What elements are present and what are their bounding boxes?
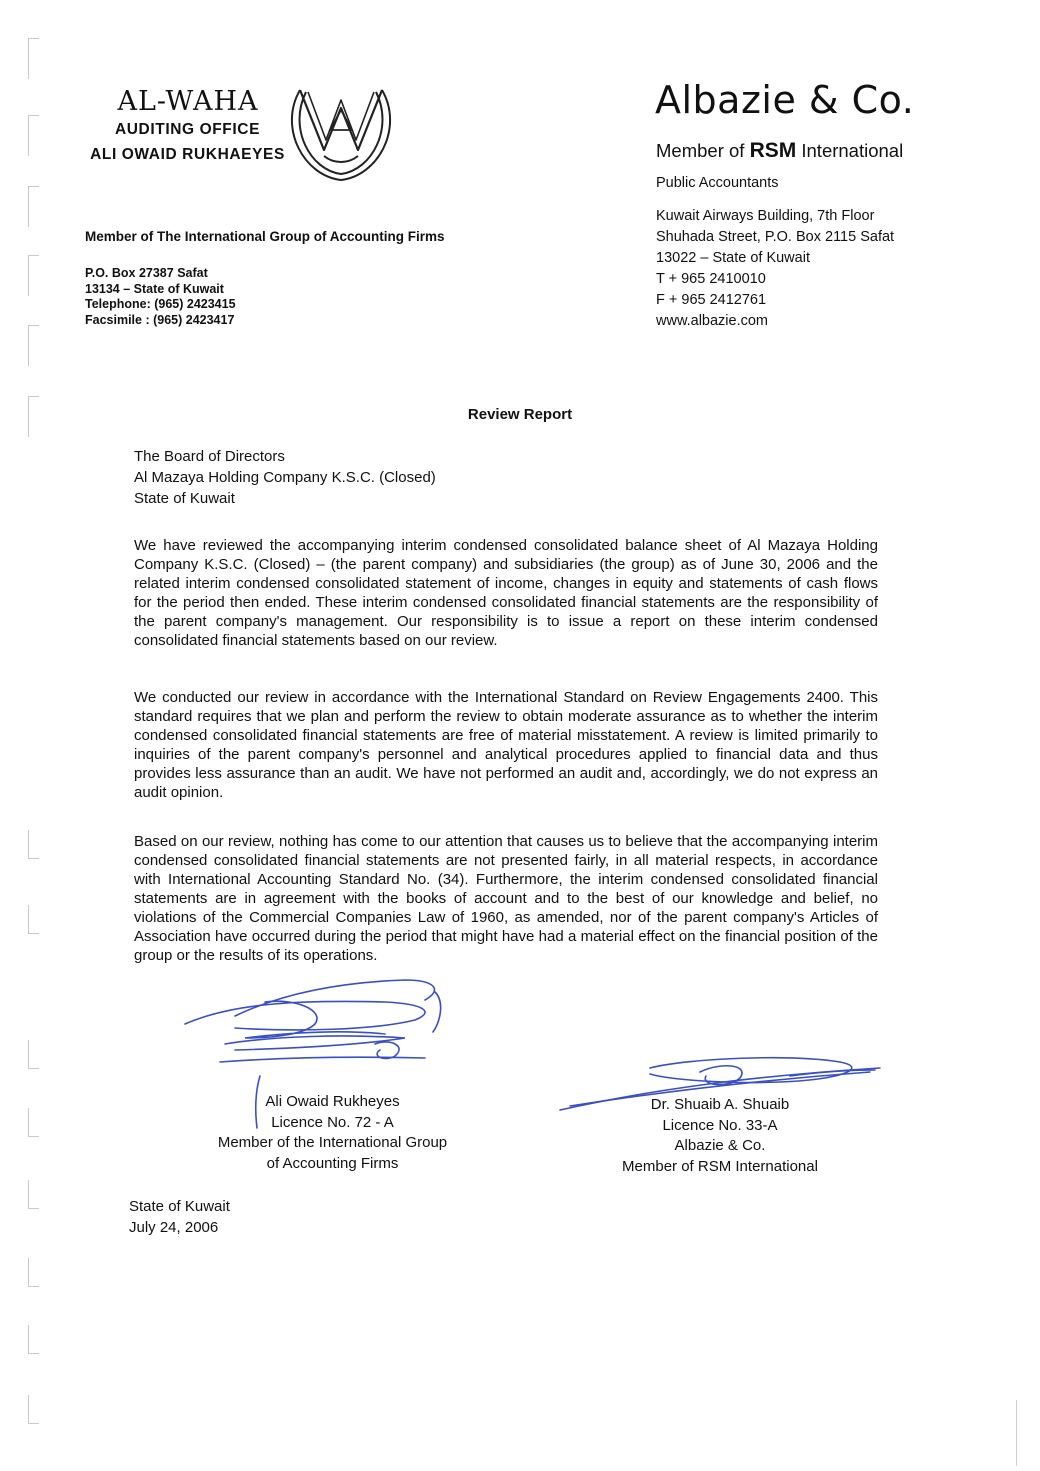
signatory-affiliation: Member of RSM International — [622, 1157, 818, 1175]
alwaha-name: AL-WAHA — [117, 86, 259, 117]
body-paragraph: We have reviewed the accompanying interim condensed consolidated balance sheet of Al Mazaya Holding Company K.S.C. (Closed) – (the parent company) and subsidiaries (the group) as of June 30, 2006 and the related interim condensed consolidated statement of income, changes in equity and statements of cash flows for the period then ended. These interim condensed consolidated financial statements are the responsibility of the parent company's management. Our responsibility is to issue a report on these interim condensed consolidated financial statements based on our review. — [134, 537, 878, 649]
address-line: 13134 – State of Kuwait — [85, 281, 224, 296]
signatory-name: Dr. Shuaib A. Shuaib — [650, 1096, 790, 1113]
binding-mark — [28, 1395, 39, 1424]
signatory-licence: Licence No. 33-A — [662, 1116, 778, 1134]
rsm-prefix: Member of — [656, 140, 745, 161]
addressee-block — [134, 446, 436, 509]
signatory-licence: Licence No. 72 - A — [271, 1113, 394, 1131]
rsm-logo-text: RSM — [749, 139, 797, 162]
website-line: www.albazie.com — [656, 313, 769, 329]
binding-mark — [28, 1180, 39, 1209]
albazie-tagline: Public Accountants — [656, 175, 779, 191]
phone-line: T + 965 2410010 — [656, 271, 766, 287]
binding-mark — [28, 905, 39, 934]
address-line: P.O. Box 27387 Safat — [85, 266, 208, 280]
binding-mark — [28, 325, 39, 366]
place: State of Kuwait — [129, 1198, 230, 1215]
phone-line: Telephone: (965) 2423415 — [85, 297, 236, 311]
addressee-line: The Board of Directors — [134, 448, 285, 465]
alwaha-logo-icon — [286, 78, 396, 188]
place-date-block — [129, 1196, 230, 1238]
signatory-affiliation: Albazie & Co. — [674, 1137, 766, 1154]
body-paragraph: We conducted our review in accordance with the International Standard on Review Engagements 2400. This standard requires that we plan and perform the review to obtain moderate assurance as to whether the interim condensed consolidated financial statements are free of material misstatement. A review is limited primarily to inquiries of the parent company's personnel and analytical procedures applied to financial data and thus provides less assurance than an audit. We have not performed an audit and, accordingly, we do not express an audit opinion. — [134, 689, 878, 801]
alwaha-owner: ALI OWAID RUKHAEYES — [90, 146, 285, 163]
alwaha-subtitle: AUDITING OFFICE — [114, 121, 261, 138]
address-line: 13022 – State of Kuwait — [656, 250, 810, 266]
signatory-affiliation: Member of the International Group — [217, 1134, 448, 1151]
signatory-name: Ali Owaid Rukheyes — [265, 1093, 400, 1110]
fax-line: Facsimile : (965) 2423417 — [85, 312, 235, 327]
page-edge-rule — [1016, 1400, 1017, 1466]
rsm-membership — [656, 139, 903, 163]
binding-mark — [28, 186, 39, 227]
alwaha-membership: Member of The International Group of Accounting Firms — [85, 229, 445, 244]
body-paragraph: Based on our review, nothing has come to our attention that causes us to believe that the accompanying interim condensed consolidated financial statements are not presented fairly, in all material respects, in accordance with International Accounting Standard No. (34). Furthermore, the interim condensed consolidated financial statements are in agreement with the books of account and to the best of our knowledge and belief, no violations of the Commercial Companies Law of 1960, as amended, nor of the parent company's Articles of Association have occurred during the period that might have had a material effect on the financial position of the group or the results of its operations. — [134, 833, 878, 964]
binding-mark — [28, 1325, 39, 1354]
binding-mark — [28, 1040, 39, 1069]
addressee-line: State of Kuwait — [134, 490, 235, 507]
addressee-line: Al Mazaya Holding Company K.S.C. (Closed) — [134, 469, 436, 486]
binding-mark — [28, 38, 39, 79]
albazie-name: Albazie & Co. — [655, 78, 915, 122]
report-date: July 24, 2006 — [129, 1219, 219, 1236]
report-title: Review Report — [467, 406, 573, 423]
fax-line: F + 965 2412761 — [656, 292, 767, 308]
address-line: Kuwait Airways Building, 7th Floor — [656, 208, 875, 224]
signatory-affiliation: of Accounting Firms — [266, 1154, 399, 1172]
alwaha-address — [85, 266, 236, 328]
address-line: Shuhada Street, P.O. Box 2115 Safat — [656, 229, 895, 245]
binding-mark — [28, 115, 39, 156]
albazie-address — [656, 206, 894, 332]
binding-mark — [28, 830, 39, 859]
binding-mark — [28, 255, 39, 296]
binding-mark — [28, 1108, 39, 1137]
rsm-suffix: International — [801, 140, 904, 161]
signatory-2 — [590, 1095, 850, 1177]
binding-mark — [28, 1258, 39, 1287]
signatory-1 — [205, 1092, 460, 1174]
